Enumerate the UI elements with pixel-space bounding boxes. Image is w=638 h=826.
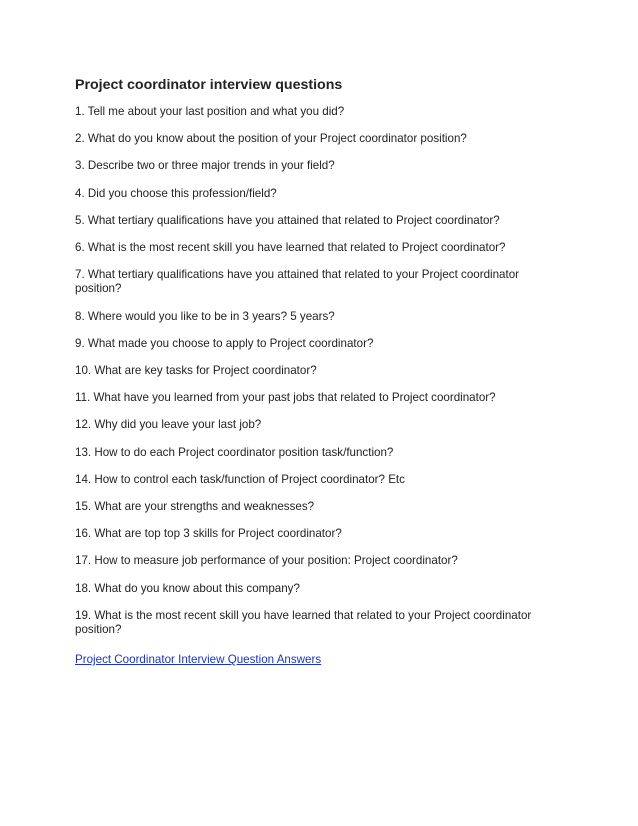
- question-1: 1. Tell me about your last position and what you did?: [75, 105, 345, 118]
- question-19: 19. What is the most recent skill you have learned that related to your Project coordinator position?: [75, 608, 532, 637]
- question-18: 18. What do you know about this company?: [75, 581, 300, 595]
- question-10: 10. What are key tasks for Project coordinator?: [75, 364, 317, 378]
- question-11: 11. What have you learned from your past jobs that related to Project coordinator?: [75, 391, 496, 405]
- question-13: 13. How to do each Project coordinator position task/function?: [75, 445, 394, 459]
- question-3: 3. Describe two or three major trends in your field?: [75, 159, 335, 173]
- question-12: 12. Why did you leave your last job?: [75, 418, 262, 432]
- question-17: 17. How to measure job performance of your position: Project coordinator?: [75, 554, 458, 568]
- question-2: 2. What do you know about the position of your Project coordinator position?: [75, 132, 467, 146]
- question-6: 6. What is the most recent skill you have learned that related to Project coordinator?: [75, 241, 506, 255]
- question-8: 8. Where would you like to be in 3 years? 5 years?: [75, 309, 335, 323]
- question-16: 16. What are top top 3 skills for Project coordinator?: [75, 527, 342, 541]
- document-title: Project coordinator interview questions: [75, 77, 343, 93]
- question-4: 4. Did you choose this profession/field?: [75, 186, 277, 200]
- question-15: 15. What are your strengths and weaknesses?: [75, 500, 315, 514]
- answers-link[interactable]: Project Coordinator Interview Question Answers: [75, 653, 322, 667]
- document-body: [75, 76, 565, 668]
- question-5: 5. What tertiary qualifications have you attained that related to Project coordinator?: [75, 213, 500, 227]
- question-14: 14. How to control each task/function of Project coordinator? Etc: [75, 472, 405, 486]
- question-7: 7. What tertiary qualifications have you attained that related to your Project coordinator position?: [75, 268, 520, 296]
- question-9: 9. What made you choose to apply to Project coordinator?: [75, 336, 374, 350]
